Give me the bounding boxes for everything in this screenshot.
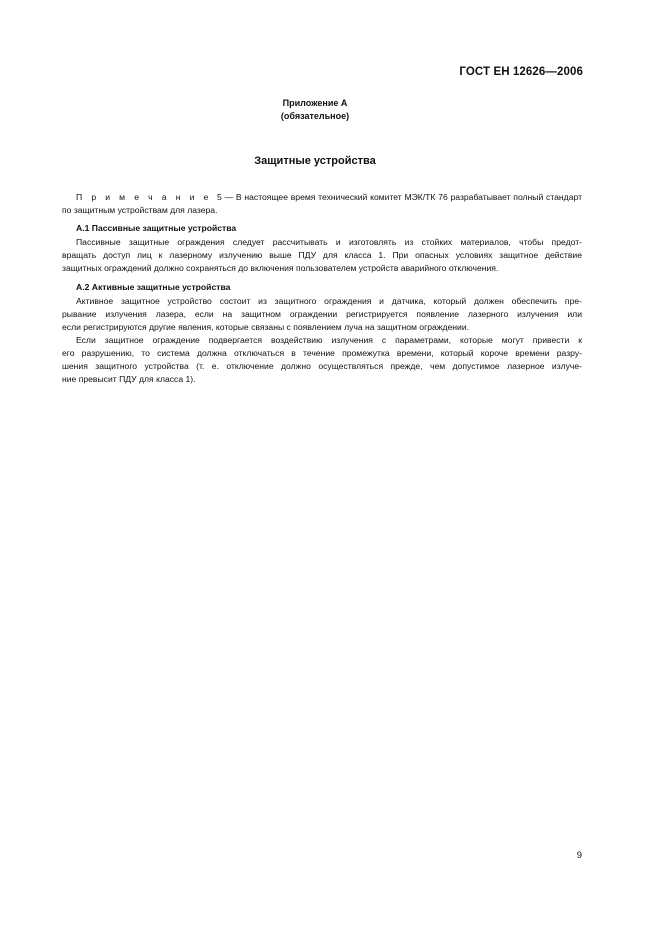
section-a2-heading: А.2 Активные защитные устройства [76,282,231,292]
section-a2-p2-line-1: Если защитное ограждение подвергается воздействию излучения с параметрами, которые могут привести к [76,335,582,345]
section-a2-p2-line-2: его разрушению, то система должна отключаться в течение промежутка времени, который короче времени разру- [62,348,582,358]
section-a1-line-1: Пассивные защитные ограждения следует рассчитывать и изготовлять из стойких материалов, чтобы предот- [76,237,582,247]
annex-label: Приложение А [282,98,348,108]
note-text: 5 — В настоящее время технический комитет МЭК/ТК 76 разрабатывает полный стандарт [217,192,583,202]
section-a2-paragraph-2 [62,334,582,386]
note-line-2: по защитным устройствам для лазера. [62,205,218,215]
section-a2-p2-line-3: шения защитного устройства (т. е. отключение должно осуществляться прежде, чем допустимое лазерное излуче- [62,361,582,371]
document-code: ГОСТ ЕН 12626—2006 [459,66,583,78]
note [62,191,583,217]
section-a2-p1-line-3: если регистрируются другие явления, которые связаны с появлением луча на защитном ограждении. [62,322,470,332]
document-body [62,191,583,386]
note-line-1 [76,191,582,204]
section-a1-paragraph [62,236,582,275]
section-a2-p1-line-1: Активное защитное устройство состоит из защитного ограждения и датчика, который должен обеспечить пре- [76,296,582,306]
section-a1-heading: А.1 Пассивные защитные устройства [76,223,237,233]
section-a2-paragraph-1 [62,295,582,334]
section-a1-line-2: вращать доступ лиц к лазерному излучению выше ПДУ для класса 1. При опасных условиях защитное действие [62,250,582,260]
note-label: П р и м е ч а н и е [76,192,212,202]
section-a2-p2-line-4: ние превысит ПДУ для класса 1). [62,374,196,384]
annex-header [0,97,630,123]
section-a2-p1-line-2: рывание излучения лазера, если на защитном ограждении регистрируется появление лазерного излучения или [62,309,582,319]
section-a1-line-3: защитных ограждений должно сохраняться до включения пользователем устройств аварийного отключения. [62,263,499,273]
annex-title: Защитные устройства [254,155,376,167]
page-number: 9 [576,850,582,861]
annex-status: (обязательное) [280,111,350,121]
